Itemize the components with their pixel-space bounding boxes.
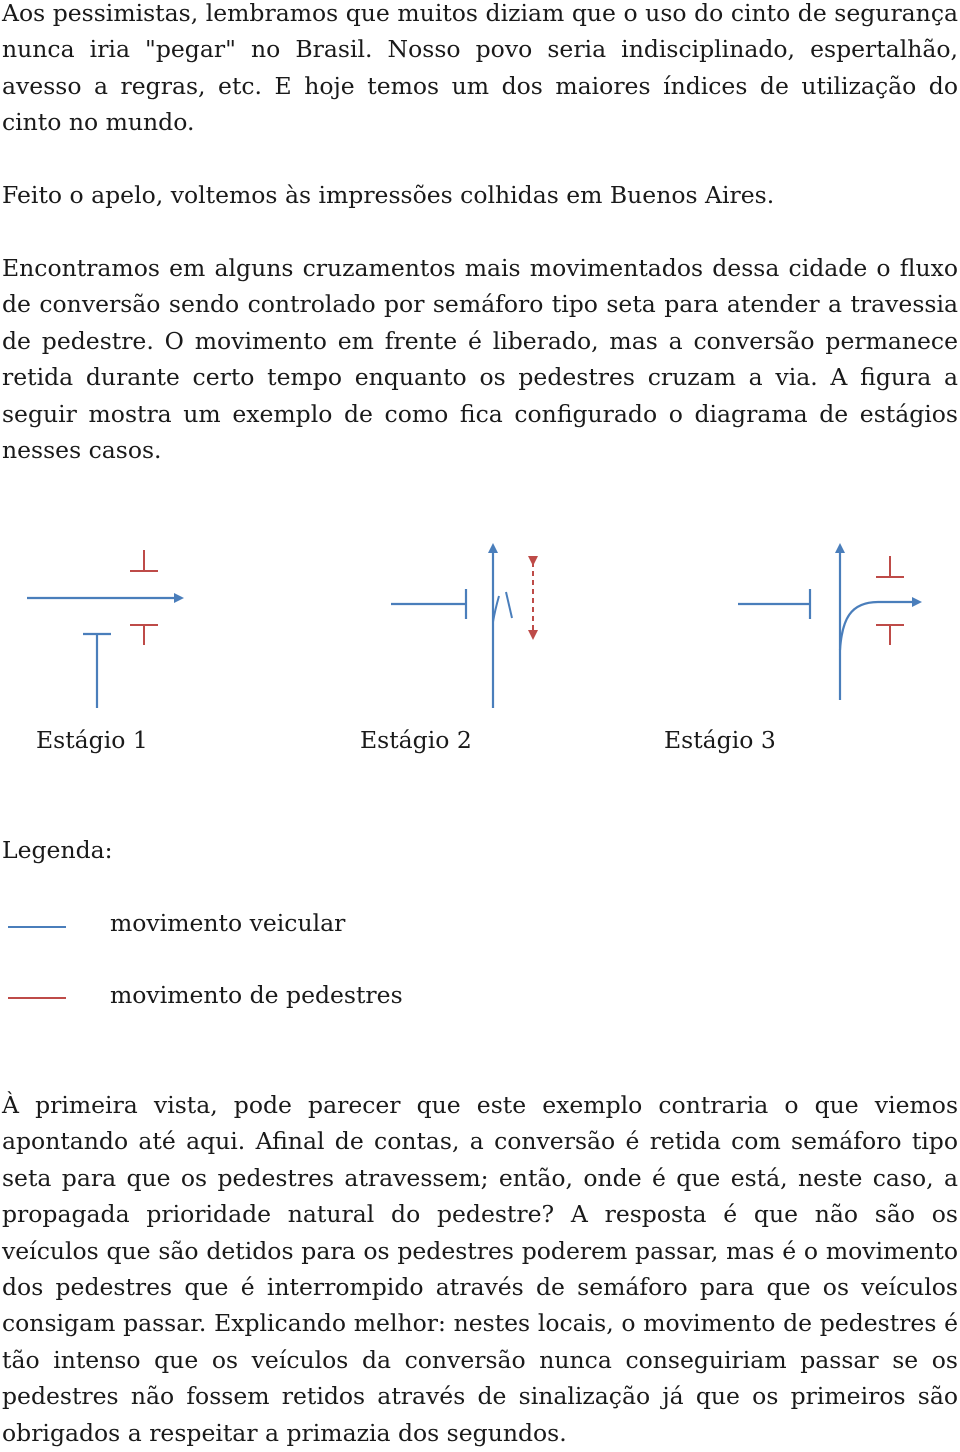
paragraph-description: Encontramos em alguns cruzamentos mais movimentados dessa cidade o fluxo de conversão sendo controlado por semáforo tipo seta para atender a travessia de pedestre. O movimento em frente é liberado, mas a conversão permanece retida durante certo tempo enquanto os pedestres cruzam a via. A figura a seguir mostra um exemplo de como fica configurado o diagrama de estágios nesses casos.	[2, 254, 958, 465]
stage-2-diagram	[391, 547, 533, 708]
paragraph-appeal: Feito o apelo, voltemos às impressões colhidas em Buenos Aires.	[2, 181, 775, 209]
stage-1-pedestrian-top	[130, 550, 158, 571]
stage-1-stopped-approach	[83, 634, 111, 708]
stage-1-diagram	[27, 550, 180, 708]
legend-title: Legenda:	[2, 836, 113, 864]
stage-3-stopped-approach	[738, 589, 810, 619]
stage-3-pedestrian-bottom	[876, 625, 904, 645]
stage-1-label: Estágio 1	[36, 726, 148, 754]
legend-pedestrian-line	[8, 997, 66, 999]
stage-3-diagram	[738, 547, 918, 700]
stage-2-turn-retained	[506, 592, 512, 618]
stage-2-label: Estágio 2	[360, 726, 472, 754]
legend-pedestrian-label: movimento de pedestres	[110, 981, 403, 1009]
legend-vehicle-line	[8, 926, 66, 928]
stage-diagram	[0, 530, 960, 710]
stage-3-pedestrian-top	[876, 556, 904, 577]
legend-vehicle-label: movimento veicular	[110, 909, 346, 937]
stage-2-stopped-approach	[391, 589, 466, 619]
stage-3-label: Estágio 3	[664, 726, 776, 754]
paragraph-intro: Aos pessimistas, lembramos que muitos diziam que o uso do cinto de segurança nunca iria "pegar" no Brasil. Nosso povo seria indisciplinado, espertalhão, avesso a regras, etc. E hoje temos um dos maiores índices de utilização do cinto no mundo.	[2, 0, 958, 137]
stage-1-pedestrian-bottom	[130, 625, 158, 645]
paragraph-analysis: À primeira vista, pode parecer que este exemplo contraria o que viemos apontando até aqui. Afinal de contas, a conversão é retida com semáforo tipo seta para que os pedestres atravessem; então, onde é que está, neste caso, a propagada prioridade natural do pedestre? A resposta é que não são os veículos que são detidos para os pedestres poderem passar, mas é o movimento dos pedestres que é interrompido através de semáforo para que os veículos consigam passar. Explicando melhor: nestes locais, o movimento de pedestres é tão intenso que os veículos da conversão nunca conseguiriam passar se os pedestres não fossem retidos através de sinalização já que os primeiros são obrigados a respeitar a primazia dos segundos.	[2, 1091, 958, 1447]
